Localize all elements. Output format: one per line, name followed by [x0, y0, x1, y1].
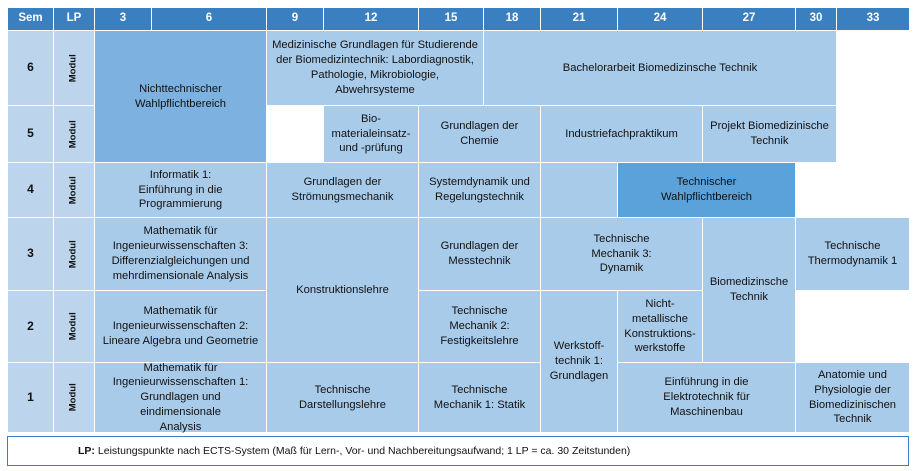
modul-label — [54, 291, 94, 362]
module-technische-mechanik-1: Technische Mechanik 1: Statik — [419, 363, 540, 432]
module-werkstofftechnik-1: Werkstoff- technik 1: Grundlagen — [541, 291, 617, 432]
module-grundlagen-chemie: Grundlagen der Chemie — [419, 106, 540, 162]
module-biomedizinsche-technik: Biomedizinsche Technik — [703, 218, 795, 362]
module-technische-mechanik-2: Technische Mechanik 2: Festigkeitslehre — [419, 291, 540, 362]
footnote-label: LP: — [78, 445, 95, 457]
module-thermodynamik-1: Technische Thermodynamik 1 — [796, 218, 909, 290]
semester-6: 6 — [8, 31, 53, 105]
modul-label — [54, 106, 94, 162]
module-informatik-1: Informatik 1: Einführung in die Programmierung — [95, 163, 266, 217]
modul-label-text: Modul — [67, 54, 79, 82]
modul-label-text: Modul — [67, 120, 79, 148]
module-stroemungsmechanik: Grundlagen der Strömungsmechanik — [267, 163, 418, 217]
semester-4: 4 — [8, 163, 53, 217]
module-messtechnik: Grundlagen der Messtechnik — [419, 218, 540, 290]
footnote-text: Leistungspunkte nach ECTS-System (Maß für Lern-, Vor- und Nachbereitungsaufwand; 1 LP = ca. 30 Zeitstunden) — [97, 445, 631, 457]
modul-label — [54, 363, 94, 432]
module-biomaterialeinsatz: Bio- materialeinsatz- und -prüfung — [324, 106, 418, 162]
module-konstruktionslehre: Konstruktionslehre — [267, 218, 418, 362]
modul-label — [54, 218, 94, 290]
header-col-33: 33 — [837, 8, 909, 30]
module-technische-mechanik-3: Technische Mechanik 3: Dynamik — [541, 218, 702, 290]
module-anatomie-physiologie: Anatomie und Physiologie der Biomedizinischen Technik — [796, 363, 909, 432]
header-col-9: 9 — [267, 8, 323, 30]
header-col-21: 21 — [541, 8, 617, 30]
module-systemdynamik: Systemdynamik und Regelungstechnik — [419, 163, 540, 217]
module-industriefachpraktikum: Industriefachpraktikum — [541, 106, 702, 162]
module-fill-semester-4 — [541, 163, 617, 217]
header-col-6: 6 — [152, 8, 266, 30]
lp-footnote — [7, 436, 909, 466]
semester-3: 3 — [8, 218, 53, 290]
modul-label-text: Modul — [67, 312, 79, 341]
module-darstellungslehre: Technische Darstellungslehre — [267, 363, 418, 432]
module-projekt-biomedizinische-technik: Projekt Biomedizinische Technik — [703, 106, 836, 162]
header-lp: LP — [54, 8, 94, 30]
header-col-3: 3 — [95, 8, 151, 30]
module-medizinische-grundlagen: Medizinische Grundlagen für Studierende der Biomedizintechnik: Labordiagnostik, Pathologie, Mikrobiologie, Abwehrsysteme — [267, 31, 483, 105]
modul-label — [54, 31, 94, 105]
semester-2: 2 — [8, 291, 53, 362]
modul-label — [54, 163, 94, 217]
module-bachelorarbeit: Bachelorarbeit Biomedizinsche Technik — [484, 31, 836, 105]
modul-label-text: Modul — [67, 383, 79, 412]
header-col-27: 27 — [703, 8, 795, 30]
module-elektrotechnik: Einführung in die Elektrotechnik für Maschinenbau — [618, 363, 795, 432]
modul-label-text: Modul — [67, 240, 79, 268]
modul-label-text: Modul — [67, 176, 79, 204]
header-col-12: 12 — [324, 8, 418, 30]
module-mathematik-3: Mathematik für Ingenieurwissenschaften 3: Differenzialgleichungen und mehrdimensionale Analysis — [95, 218, 266, 290]
module-nichttechnischer-wahlpflichtbereich: Nichttechnischer Wahlpflichtbereich — [95, 31, 266, 162]
header-sem: Sem — [8, 8, 53, 30]
header-col-15: 15 — [419, 8, 483, 30]
module-mathematik-2: Mathematik für Ingenieurwissenschaften 2: Lineare Algebra und Geometrie — [95, 291, 266, 362]
header-col-30: 30 — [796, 8, 836, 30]
semester-1: 1 — [8, 363, 53, 432]
header-col-18: 18 — [484, 8, 540, 30]
header-col-24: 24 — [618, 8, 702, 30]
module-nichtmetallische-werkstoffe: Nicht- metallische Konstruktions- werkstoffe — [618, 291, 702, 362]
module-technischer-wahlpflichtbereich: Technischer Wahlpflichtbereich — [618, 163, 795, 217]
module-mathematik-1: Mathematik für Ingenieurwissenschaften 1: Grundlagen und eindimensionale Analysis — [95, 363, 266, 432]
semester-5: 5 — [8, 106, 53, 162]
